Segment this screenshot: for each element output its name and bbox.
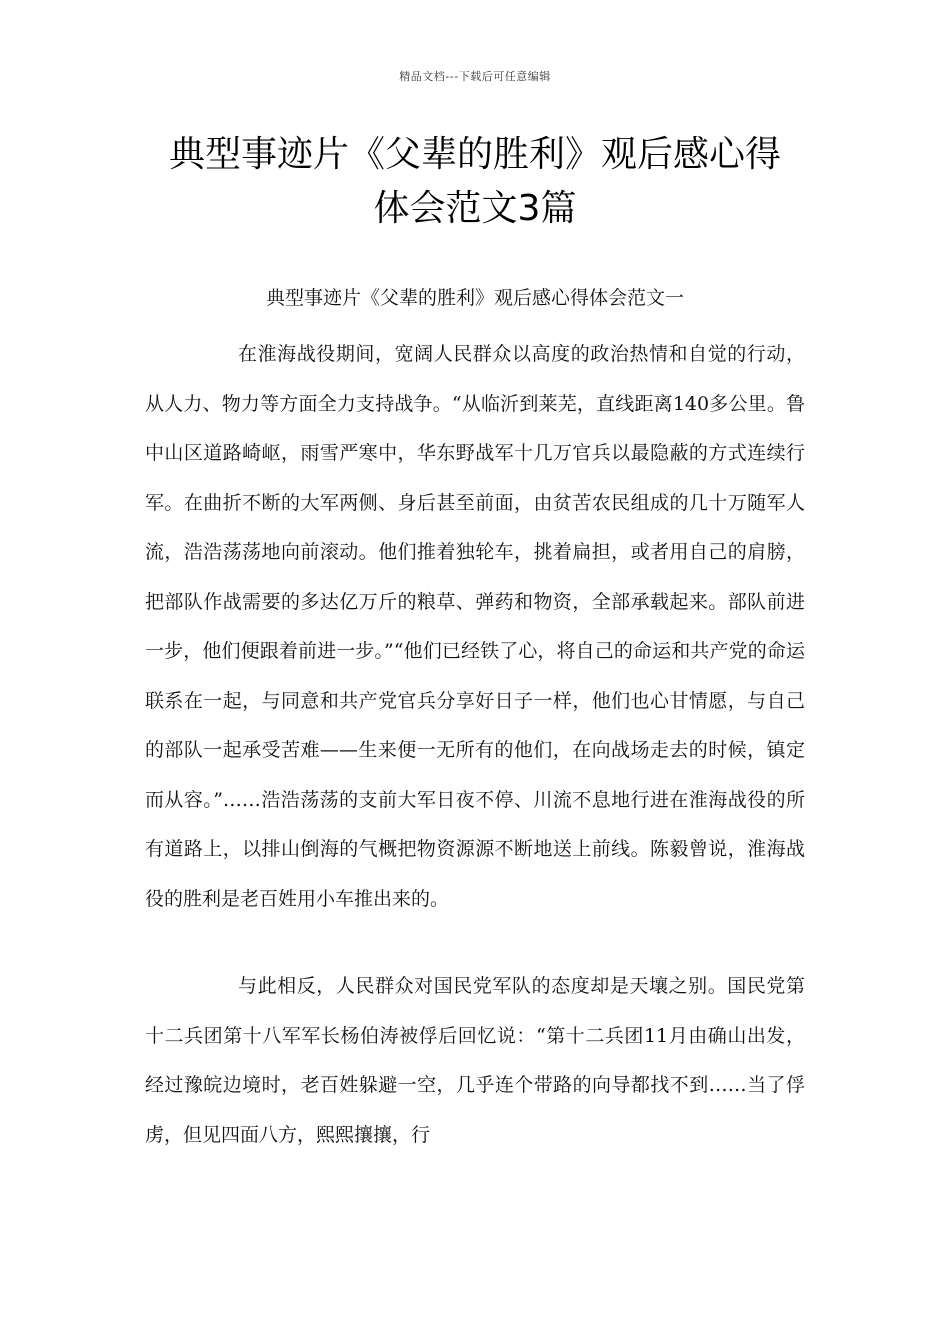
header-note: 精品文档---下载后可任意编辑 [399,70,551,83]
document-title [120,128,830,236]
title-line-1: 典型事迹片《父辈的胜利》观后感心得 [168,134,781,175]
title-line-2: 体会范文3篇 [373,188,577,229]
paragraph-2: 与此相反，人民群众对国民党军队的态度却是天壤之别。国民党第十二兵团第十八军军长杨伯涛被俘后回忆说：“第十二兵团11月由确山出发，经过豫皖边境时，老百姓躲避一空，几乎连个带路的向导都找不到……当了俘虏，但见四面八方，熙熙攘攘，行 [145,975,805,1146]
body-text [145,330,805,1160]
paragraph-1: 在淮海战役期间，宽阔人民群众以高度的政治热情和自觉的行动，从人力、物力等方面全力支持战争。“从临沂到莱芜，直线距离140多公里。鲁中山区道路崎岖，雨雪严寒中，华东野战军十几万官兵以最隐蔽的方式连续行军。在曲折不断的大军两侧、身后甚至前面，由贫苦农民组成的几十万随军人流，浩浩荡荡地向前滚动。他们推着独轮车，挑着扁担，或者用自己的肩膀，把部队作战需要的多达亿万斤的粮草、弹药和物资，全部承载起来。部队前进一步，他们便跟着前进一步。”“他们已经铁了心，将自己的命运和共产党的命运联系在一起，与同意和共产党官兵分享好日子一样，他们也心甘情愿，与自己的部队一起承受苦难——生来便一无所有的他们，在向战场走去的时候，镇定而从容。”……浩浩荡荡的支前大军日夜不停、川流不息地行进在淮海战役的所有道路上，以排山倒海的气概把物资源源不断地送上前线。陈毅曾说，淮海战役的胜利是老百姓用小车推出来的。 [145,343,805,910]
section-subtitle: 典型事迹片《父辈的胜利》观后感心得体会范文一 [265,287,684,309]
